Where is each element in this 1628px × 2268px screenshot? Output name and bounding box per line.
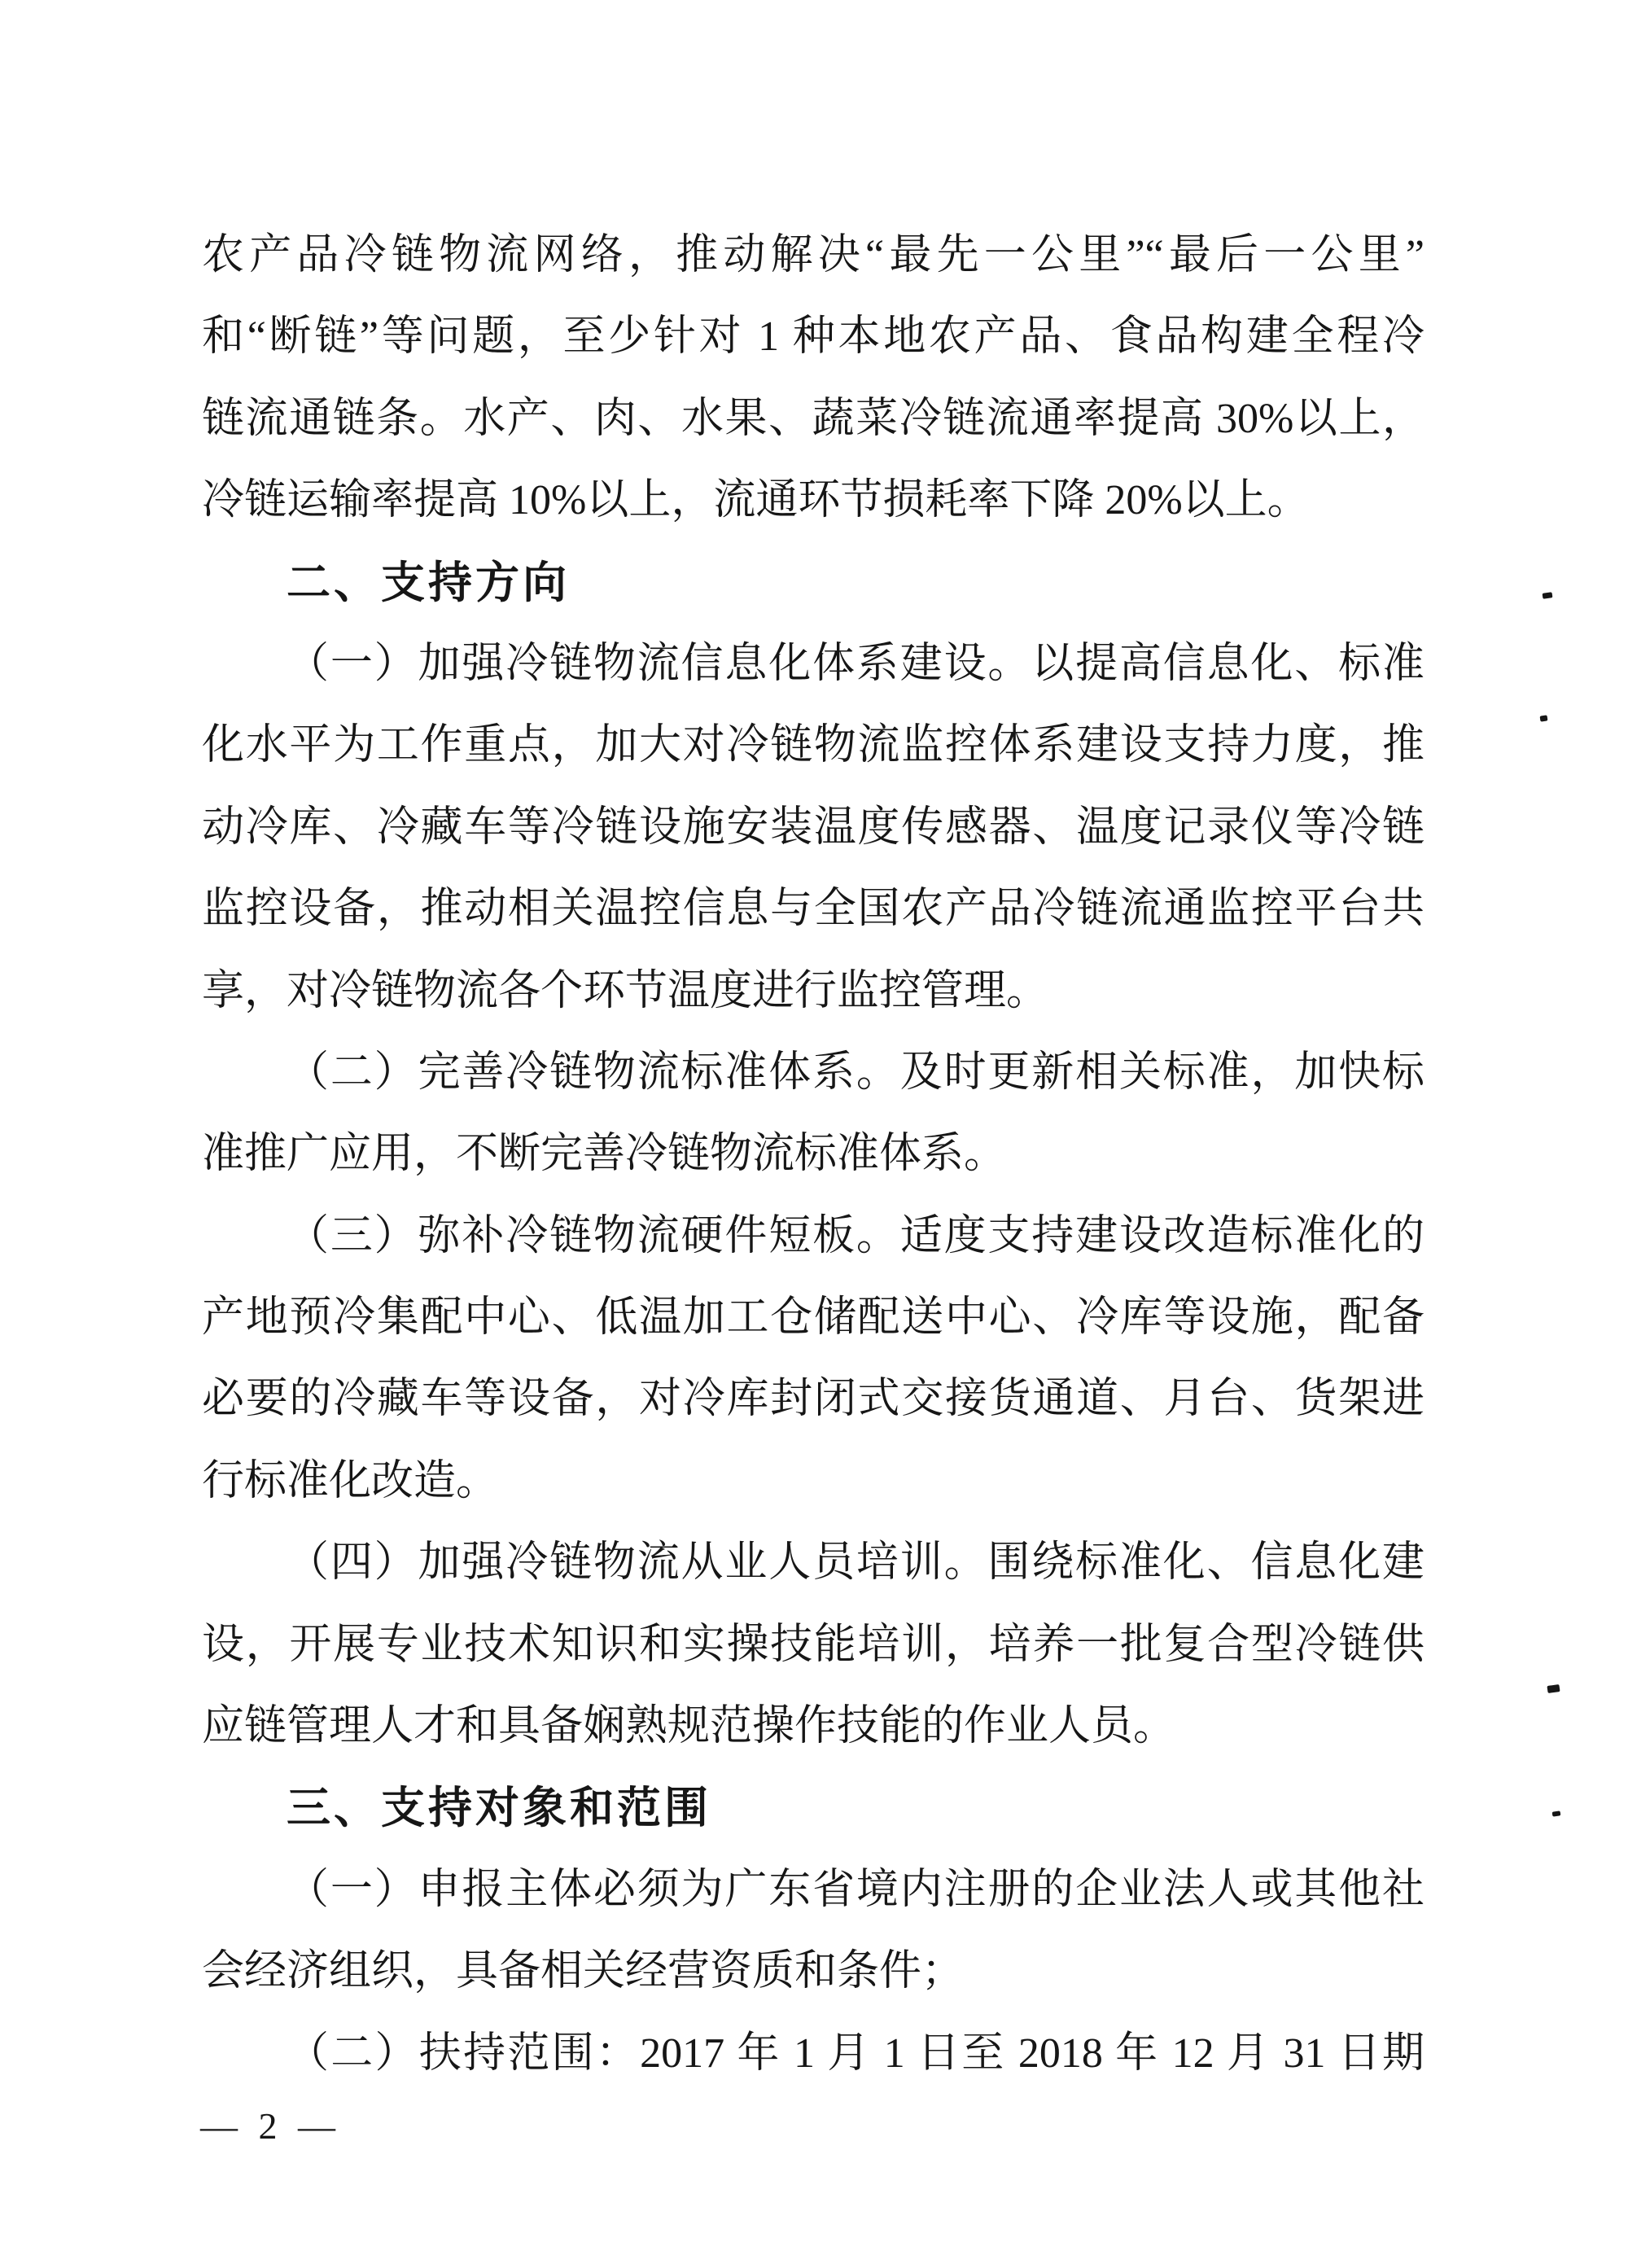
text-line: 产地预冷集配中心、低温加工仓储配送中心、冷库等设施，配备 — [202, 1294, 1424, 1342]
text-line: 链流通链条。水产、肉、水果、蔬菜冷链流通率提高 30%以上， — [202, 395, 1424, 442]
text-line: 应链管理人才和具备娴熟规范操作技能的作业人员。 — [202, 1703, 1176, 1750]
text-line: 会经济组织，具备相关经营资质和条件； — [202, 1948, 965, 1995]
scan-speck — [1547, 1684, 1560, 1693]
document-body — [202, 215, 1424, 2095]
text-line: 享，对冷链物流各个环节温度进行监控管理。 — [202, 967, 1049, 1014]
scan-speck — [1543, 592, 1553, 599]
scan-speck — [1540, 715, 1548, 721]
text-line: 农产品冷链物流网络，推动解决“最先一公里”“最后一公里” — [202, 232, 1424, 278]
text-line: 二、支持方向 — [287, 558, 570, 607]
text-line: （一）申报主体必须为广东省境内注册的企业法人或其他社 — [287, 1866, 1424, 1913]
text-line: 监控设备，推动相关温控信息与全国农产品冷链流通监控平台共 — [202, 886, 1424, 933]
text-line: （三）弥补冷链物流硬件短板。适度支持建设改造标准化的 — [287, 1212, 1424, 1259]
text-line: 冷链运输率提高 10%以上，流通环节损耗率下降 20%以上。 — [202, 477, 1310, 524]
scan-speck — [1552, 1810, 1561, 1816]
text-line: 动冷库、冷藏车等冷链设施安装温度传感器、温度记录仪等冷链 — [202, 803, 1424, 851]
text-line: （二）完善冷链物流标准体系。及时更新相关标准，加快标 — [287, 1049, 1424, 1096]
text-line: （二）扶持范围：2017 年 1 月 1 日至 2018 年 12 月 31 日期 — [287, 2029, 1424, 2077]
text-line: 设，开展专业技术知识和实操技能培训，培养一批复合型冷链供 — [202, 1621, 1424, 1668]
page-number: — 2 — — [200, 2105, 341, 2147]
text-line: （一）加强冷链物流信息化体系建设。以提高信息化、标准 — [287, 640, 1424, 687]
text-line: 三、支持对象和范围 — [287, 1784, 711, 1833]
text-line: 化水平为工作重点，加大对冷链物流监控体系建设支持力度，推 — [202, 722, 1424, 769]
text-line: （四）加强冷链物流从业人员培训。围绕标准化、信息化建 — [287, 1539, 1424, 1587]
text-line: 必要的冷藏车等设备，对冷库封闭式交接货通道、月台、货架进 — [202, 1376, 1424, 1423]
text-line: 行标准化改造。 — [202, 1457, 499, 1504]
text-line: 准推广应用，不断完善冷链物流标准体系。 — [202, 1131, 1007, 1178]
text-line: 和“断链”等问题，至少针对 1 种本地农产品、食品构建全程冷 — [202, 313, 1424, 361]
